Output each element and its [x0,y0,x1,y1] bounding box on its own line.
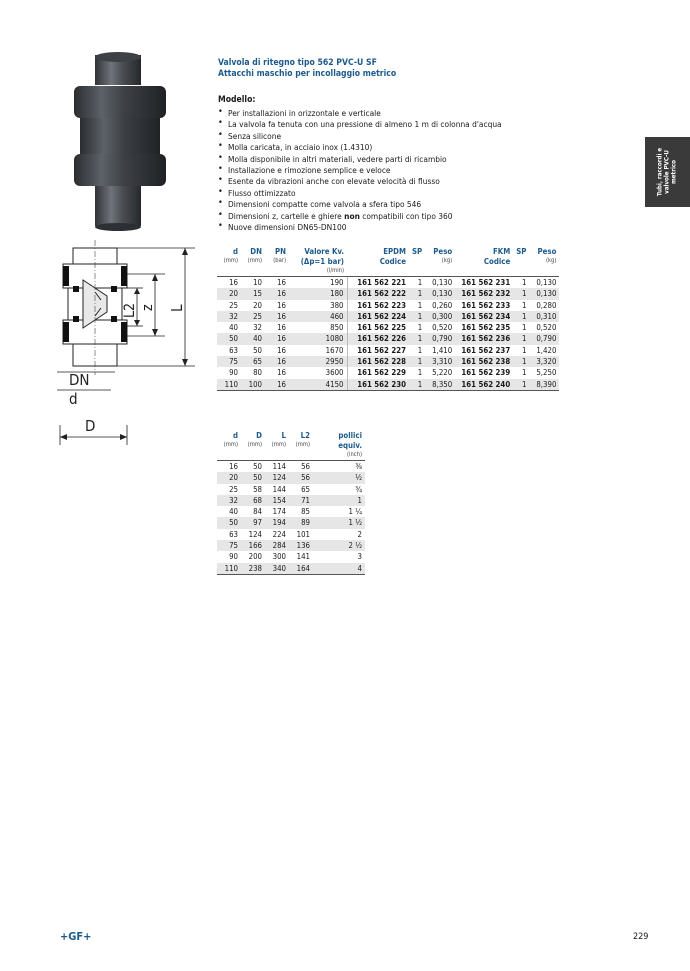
table-cell: 25 [229,300,238,310]
table-cell: 238 [241,563,265,575]
table-cell: 161 562 237 [461,345,511,355]
table-cell: 161 562 222 [347,288,409,299]
table-cell: 1 [513,333,529,344]
table-cell: 20 [217,472,241,483]
table-cell: 84 [253,507,262,517]
list-item: • Per installazioni in orizzontale e verticale [218,108,502,119]
table-cell: 0,260 [432,300,453,310]
list-item: • Molla caricata, in acciaio inox (1.4310) [218,142,502,153]
col-d: d (mm) [223,247,238,264]
table-cell: 101 [296,529,310,539]
table-cell: 1 [513,288,529,299]
table-cell: 10 [241,277,265,289]
table-row [217,322,559,333]
table-cell: 1 [521,323,527,333]
table-cell: 8,390 [529,379,559,391]
col-peso-2: Peso (kg) [537,247,557,264]
table-cell: 190 [289,277,347,289]
table-cell: 0,130 [529,277,559,289]
table-cell: 164 [289,563,313,575]
table-cell: 0,130 [425,277,455,289]
col-L2: L2 (mm) [295,431,310,448]
table-header-row [217,247,559,277]
table-cell: 161 562 236 [455,333,513,344]
table-cell: 1 [409,277,425,289]
table-cell: 32 [253,323,262,333]
table-cell: 110 [217,379,241,391]
list-item-text: Dimensioni z, cartelle e ghiere [228,210,345,221]
table-cell: 340 [265,563,289,575]
table-cell: 16 [265,288,289,299]
table-cell: 89 [289,517,313,528]
list-item: • Flusso ottimizzato [218,188,502,199]
table-cell: 110 [217,563,241,575]
col-epdm-code: EPDM Codice [379,247,406,266]
table-cell: 2950 [289,356,347,367]
table-row [217,517,365,528]
table-cell: 850 [330,323,344,333]
label-dn: DN [69,371,90,389]
table-cell: 1 ¼ [348,507,362,517]
table-cell: 114 [265,461,289,473]
table-cell: 20 [253,300,262,310]
table-cell: 3600 [325,368,344,378]
table-cell: 56 [289,472,313,483]
table-row [217,345,559,356]
table-cell: 0,310 [529,311,559,322]
table-cell: 161 562 232 [455,288,513,299]
table-cell: 50 [241,461,265,473]
col-dn: DN (mm) [247,247,262,264]
table-cell: 1,420 [536,345,557,355]
table-cell: 16 [277,368,286,378]
table-cell: 97 [241,517,265,528]
table-cell: 4 [313,563,365,575]
col-D: D (mm) [247,431,262,448]
table-cell: 3,310 [425,356,455,367]
table-cell: 284 [265,540,289,551]
table-cell: 1 [417,300,423,310]
table-cell: 80 [253,368,262,378]
table-cell: 224 [272,529,286,539]
table-cell: 16 [265,311,289,322]
table-cell: 16 [265,333,289,344]
section-tab-line: metrico [670,159,678,185]
list-item [218,211,502,222]
table-cell: 0,790 [529,333,559,344]
table-cell: 2 [357,529,362,539]
table-cell: 1 [409,333,425,344]
table-row [217,461,365,473]
table-row [217,311,559,322]
table-cell: 1 [513,379,529,391]
table-cell: 161 562 221 [347,277,409,289]
table-cell: 1 [409,288,425,299]
table-cell: 0,520 [432,323,453,333]
table-cell: 0,520 [536,323,557,333]
table-row [217,333,559,344]
table-row [217,540,365,551]
page-title [218,58,396,80]
table-cell: ¾ [355,484,362,494]
table-cell: 16 [265,277,289,289]
table-cell: 58 [253,484,262,494]
table-cell: 1 [409,379,425,391]
table-cell: 40 [229,323,238,333]
table-cell: 161 562 238 [455,356,513,367]
table-cell: 194 [265,517,289,528]
table-cell: 65 [241,356,265,367]
table-cell: 1 [513,311,529,322]
table-cell: ⅜ [313,461,365,473]
table-cell: 161 562 224 [347,311,409,322]
table-cell: 161 562 230 [347,379,409,391]
table-row [217,288,559,299]
table-row [217,563,365,575]
dimensions-table-body [217,461,365,575]
table-cell: 68 [241,495,265,506]
list-item-emphasis: non [344,210,360,221]
table-cell: 300 [272,552,286,562]
table-cell: 161 562 229 [347,367,409,378]
table-cell: 56 [289,461,313,473]
table-cell: 0,790 [425,333,455,344]
table-cell: 63 [229,529,238,539]
table-cell: 1 [417,368,423,378]
table-cell: 161 562 239 [461,368,511,378]
table-cell: 0,130 [425,288,455,299]
table-cell: 161 562 223 [347,300,409,311]
table-row [217,472,365,483]
list-item: • Dimensioni compatte come valvola a sfera tipo 546 [218,199,502,210]
section-tab-line: valvole PVC-U [663,150,671,194]
title-line-1: Valvola di ritegno tipo 562 PVC-U SF [218,58,377,68]
table-cell: 32 [217,495,241,506]
section-tab [645,137,690,207]
table-row [217,484,365,495]
table-cell: 1 [521,345,527,355]
table-cell: 1 [417,345,423,355]
table-cell: 136 [289,540,313,551]
table-cell: 0,130 [529,288,559,299]
page-number: 229 [633,932,649,942]
table-cell: 3 [357,552,362,562]
table-cell: 40 [241,333,265,344]
label-D: D [85,417,96,435]
table-cell: 50 [217,517,241,528]
table-cell: 90 [229,552,238,562]
table-cell: 16 [277,345,286,355]
table-cell: 1 [313,495,365,506]
table-cell: 15 [241,288,265,299]
table-cell: 75 [217,356,241,367]
table-cell: 1 [513,277,529,289]
list-item: • Senza silicone [218,131,502,142]
table-cell: 5,220 [432,368,453,378]
table-cell: ½ [313,472,365,483]
table-row [217,551,365,562]
table-cell: 16 [217,277,241,289]
table-cell: 16 [265,356,289,367]
table-cell: 5,250 [536,368,557,378]
table-cell: 161 562 225 [347,322,409,333]
table-cell: 100 [241,379,265,391]
model-heading: Modello: [218,95,256,105]
codes-table [217,247,559,391]
table-cell: 50 [241,472,265,483]
col-L: L (mm) [271,431,286,448]
table-cell: 1 [513,356,529,367]
table-row [217,506,365,517]
table-cell: 25 [241,311,265,322]
table-cell: 8,350 [425,379,455,391]
table-cell: 32 [217,311,241,322]
table-cell: 0,300 [425,311,455,322]
table-cell: 161 562 240 [455,379,513,391]
table-cell: 1 [417,323,423,333]
list-item: • Molla disponibile in altri materiali, vedere parti di ricambio [218,154,502,165]
table-cell: 75 [217,540,241,551]
table-cell: 1,410 [432,345,453,355]
list-item: • Nuove dimensioni DN65-DN100 [218,222,502,233]
table-cell: 144 [272,484,286,494]
table-cell: 161 562 235 [461,323,511,333]
label-d-small: d [69,390,78,408]
list-item-text: compatibili con tipo 360 [359,210,453,221]
label-z: z [140,304,156,311]
title-line-2: Attacchi maschio per incollaggio metrico [218,69,397,79]
table-row [217,356,559,367]
valve-product-photo [68,52,172,232]
table-cell: 1 ½ [313,517,365,528]
table-cell: 65 [301,484,310,494]
table-cell: 50 [217,333,241,344]
table-cell: 141 [296,552,310,562]
table-cell: 124 [248,529,262,539]
table-row [217,495,365,506]
table-row [217,277,559,289]
table-cell: 1 [521,368,527,378]
table-cell: 161 562 228 [347,356,409,367]
table-row [217,379,559,391]
table-cell: 71 [289,495,313,506]
label-L2: L2 [122,302,138,318]
table-cell: 1670 [325,345,344,355]
table-cell: 40 [229,507,238,517]
table-cell: 174 [272,507,286,517]
table-cell: 16 [265,379,289,391]
table-row [217,529,365,540]
table-cell: 161 562 233 [461,300,511,310]
table-cell: 50 [253,345,262,355]
table-cell: 1 [409,311,425,322]
table-row [217,300,559,311]
col-inch: pollici equiv. (inch) [338,431,362,458]
table-row [217,367,559,378]
table-cell: 1 [409,356,425,367]
table-cell: 161 562 227 [347,345,409,356]
col-sp: SP [412,247,423,256]
table-header-row [217,431,365,461]
table-cell: 0,280 [536,300,557,310]
table-cell: 63 [229,345,238,355]
table-cell: 85 [301,507,310,517]
table-cell: 3,320 [529,356,559,367]
table-cell: 1 [521,300,527,310]
table-cell: 154 [265,495,289,506]
gf-logo: +GF+ [60,930,92,943]
section-tab-line: Tubi, raccordi e [656,147,664,197]
table-cell: 4150 [289,379,347,391]
table-cell: 166 [241,540,265,551]
table-cell: 90 [229,368,238,378]
col-pn: PN (bar) [273,247,286,264]
table-cell: 2 ½ [313,540,365,551]
feature-list [218,108,502,233]
list-item: • La valvola fa tenuta con una pressione di almeno 1 m di colonna d'acqua [218,119,502,130]
label-L: L [168,304,186,312]
col-d: d (mm) [223,431,238,448]
list-item: • Esente da vibrazioni anche con elevate velocità di flusso [218,176,502,187]
dimension-drawing [55,240,205,445]
table-cell: 16 [277,323,286,333]
table-cell: 161 562 234 [455,311,513,322]
list-item: • Installazione e rimozione semplice e veloce [218,165,502,176]
table-cell: 200 [248,552,262,562]
codes-table-body [217,277,559,391]
table-cell: 16 [217,461,241,473]
section-tab-label [657,148,678,196]
table-cell: 124 [265,472,289,483]
table-cell: 20 [217,288,241,299]
col-fkm-code: FKM Codice [483,247,511,266]
table-cell: 460 [289,311,347,322]
table-cell: 1080 [289,333,347,344]
table-cell: 25 [229,484,238,494]
table-cell: 380 [330,300,344,310]
col-sp-2: SP [516,247,527,256]
dimensions-table [217,431,365,575]
table-cell: 161 562 231 [455,277,513,289]
table-cell: 161 562 226 [347,333,409,344]
col-peso: Peso (kg) [433,247,453,264]
table-cell: 16 [277,300,286,310]
col-kv: Valore Kv. (Δp=1 bar) (l/min) [300,247,344,274]
table-cell: 180 [289,288,347,299]
